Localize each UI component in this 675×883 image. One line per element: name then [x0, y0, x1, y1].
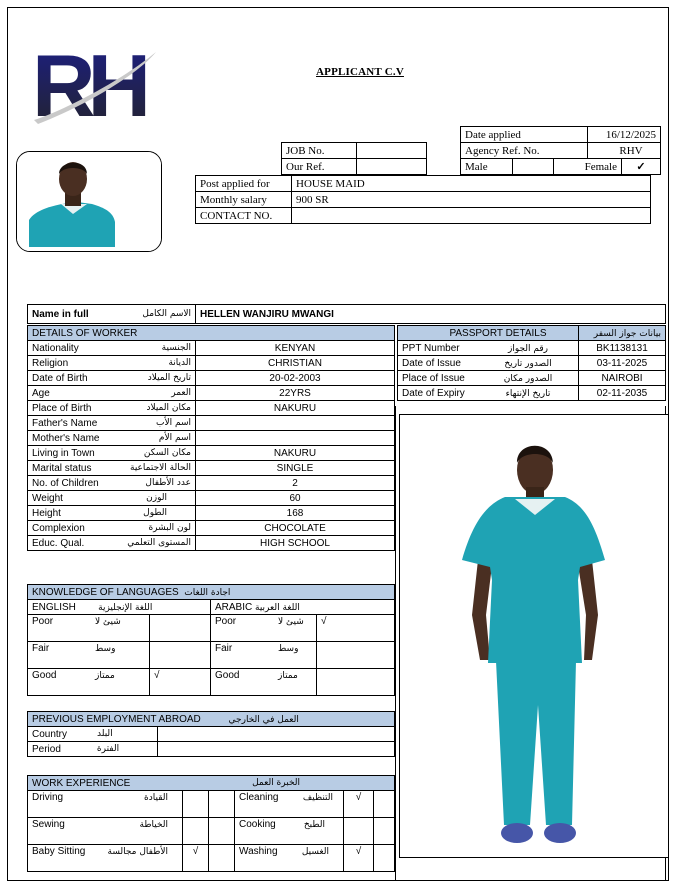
expiry-date-label: Date of Expiry	[398, 386, 479, 401]
cleaning-label: Cleaning	[239, 792, 279, 803]
our-ref-label: Our Ref.	[282, 159, 357, 175]
portrait-image-icon	[17, 152, 162, 252]
agency-ref-value: RHV	[587, 143, 660, 159]
languages-heading-ar: اجادة اللغات	[184, 587, 231, 598]
ppt-number-value: BK1138131	[579, 341, 666, 356]
education-value: HIGH SCHOOL	[196, 536, 395, 551]
complexion-label-ar: لون البشرة	[148, 523, 191, 533]
living-town-label-ar: مكان السكن	[143, 448, 191, 458]
arabic-poor-label-ar: شيئ لا	[278, 617, 304, 627]
ppt-number-label-ar: رقم الجواز	[507, 343, 549, 354]
children-label: No. of Children	[32, 477, 99, 489]
nationality-label: Nationality	[32, 342, 79, 354]
work-experience-row	[28, 845, 395, 872]
work-experience-heading: WORK EXPERIENCE	[32, 777, 131, 789]
height-value: 168	[196, 506, 395, 521]
worker-row	[28, 431, 395, 446]
job-no-label: JOB No.	[282, 143, 357, 159]
worker-row	[28, 446, 395, 461]
arabic-good-label-ar: ممتاز	[278, 671, 298, 681]
driving-label: Driving	[32, 792, 64, 803]
cleaning-checkbox[interactable]: √	[344, 791, 374, 818]
baby-sitting-checkbox[interactable]: √	[183, 845, 209, 872]
ppt-number-label: PPT Number	[398, 341, 479, 356]
driving-checkbox[interactable]	[183, 791, 209, 818]
name-table	[27, 304, 666, 324]
nationality-value: KENYAN	[196, 341, 395, 356]
work-experience-row	[28, 818, 395, 845]
sewing-label-ar: الخياطة	[139, 819, 168, 830]
language-level-row	[28, 615, 395, 642]
sewing-label: Sewing	[32, 819, 65, 830]
children-label-ar: عدد الأطفال	[145, 478, 191, 488]
living-town-label: Living in Town	[32, 447, 95, 459]
full-body-image-icon	[400, 415, 668, 857]
mothers-name-value	[196, 431, 395, 446]
issue-date-label: Date of Issue	[398, 356, 479, 371]
worker-details-heading: DETAILS OF WORKER	[28, 326, 395, 341]
place-of-birth-label: Place of Birth	[32, 402, 92, 414]
worker-row	[28, 461, 395, 476]
company-logo	[30, 42, 160, 124]
work-experience-heading-ar: الخبرة العمل	[252, 778, 300, 788]
monthly-salary-label: Monthly salary	[196, 192, 292, 208]
issue-place-label: Place of Issue	[398, 371, 479, 386]
arabic-label-ar: اللغة العربية	[255, 602, 300, 613]
marital-status-label-ar: الحالة الاجتماعية	[130, 463, 191, 473]
complexion-label: Complexion	[32, 522, 85, 534]
bottom-rule	[7, 880, 669, 881]
period-label: Period	[32, 743, 61, 755]
baby-sitting-label-ar: الأطفال مجالسة	[107, 846, 168, 857]
arabic-fair-checkbox[interactable]	[317, 642, 395, 669]
full-name-value: HELLEN WANJIRU MWANGI	[196, 305, 666, 324]
dob-value: 20-02-2003	[196, 371, 395, 386]
marital-status-value: SINGLE	[196, 461, 395, 476]
english-label: ENGLISH	[32, 601, 76, 613]
age-label: Age	[32, 387, 50, 399]
previous-employment-row	[28, 727, 395, 742]
previous-employment-table	[27, 711, 395, 757]
religion-label-ar: الديانة	[168, 358, 191, 368]
worker-row	[28, 521, 395, 536]
name-label: Name in full	[32, 308, 89, 320]
age-value: 22YRS	[196, 386, 395, 401]
height-label-ar: الطول	[143, 508, 167, 518]
education-label: Educ. Qual.	[32, 537, 85, 549]
arabic-fair-label-ar: وسط	[278, 644, 299, 654]
name-label-ar: الاسم الكامل	[142, 309, 191, 319]
issue-place-label-ar: الصدور مكان	[503, 373, 553, 384]
arabic-good-checkbox[interactable]	[317, 669, 395, 696]
worker-row	[28, 386, 395, 401]
dob-label: Date of Birth	[32, 372, 88, 384]
svg-text:RH: RH	[32, 42, 144, 124]
female-label: Female	[554, 159, 622, 175]
job-no-value	[357, 143, 427, 159]
english-good-label-ar: ممتاز	[95, 671, 115, 681]
work-experience-row	[28, 791, 395, 818]
worker-row	[28, 491, 395, 506]
worker-row	[28, 506, 395, 521]
religion-label: Religion	[32, 357, 69, 369]
issue-place-value: NAIROBI	[579, 371, 666, 386]
cleaning-label-ar: التنظيف	[302, 792, 333, 803]
our-ref-value	[357, 159, 427, 175]
rh-logo-icon	[30, 42, 160, 124]
worker-row	[28, 476, 395, 491]
language-level-row	[28, 669, 395, 696]
language-level-row	[28, 642, 395, 669]
english-fair-checkbox[interactable]	[150, 642, 211, 669]
date-applied-value: 16/12/2025	[587, 127, 660, 143]
worker-row	[28, 341, 395, 356]
expiry-date-label-ar: تاريخ الإنتهاء	[505, 388, 551, 399]
period-value	[158, 742, 395, 757]
sewing-checkbox[interactable]	[183, 818, 209, 845]
nationality-label-ar: الجنسية	[161, 343, 191, 353]
worker-details-table	[27, 325, 395, 551]
mothers-name-label-ar: اسم الأم	[158, 433, 191, 443]
passport-details-table	[397, 325, 666, 401]
cooking-checkbox[interactable]	[344, 818, 374, 845]
place-of-birth-value: NAKURU	[196, 401, 395, 416]
expiry-date-value: 02-11-2035	[579, 386, 666, 401]
weight-label-ar: الوزن	[146, 493, 167, 503]
passport-heading-ar: بيانات جواز السفر	[593, 328, 661, 339]
arabic-label: ARABIC	[215, 601, 253, 613]
weight-value: 60	[196, 491, 395, 506]
english-poor-label-ar: شيئ لا	[95, 617, 121, 627]
children-value: 2	[196, 476, 395, 491]
document-title: APPLICANT C.V	[316, 66, 404, 78]
religion-value: CHRISTIAN	[196, 356, 395, 371]
previous-employment-row	[28, 742, 395, 757]
arabic-poor-checkbox[interactable]: √	[317, 615, 395, 642]
work-experience-table	[27, 775, 395, 872]
applicant-portrait-photo	[16, 151, 162, 252]
passport-row	[398, 356, 666, 371]
education-label-ar: المستوى التعلمي	[127, 538, 191, 548]
baby-sitting-label: Baby Sitting	[32, 846, 86, 857]
worker-row	[28, 416, 395, 431]
male-checkbox[interactable]	[513, 159, 554, 175]
post-applied-value: HOUSE MAID	[292, 176, 651, 192]
applicant-full-body-photo	[399, 414, 669, 858]
marital-status-label: Marital status	[32, 462, 92, 474]
contact-no-label: CONTACT NO.	[196, 208, 292, 224]
languages-table	[27, 584, 395, 696]
cooking-label-ar: الطبخ	[303, 819, 325, 830]
application-meta-table	[460, 126, 661, 175]
age-label-ar: العمر	[171, 388, 191, 398]
arabic-good-label: Good	[211, 669, 275, 696]
arabic-poor-label: Poor	[211, 615, 275, 642]
weight-label: Weight	[32, 492, 63, 504]
height-label: Height	[32, 507, 61, 519]
worker-row	[28, 371, 395, 386]
contact-no-value	[292, 208, 651, 224]
place-of-birth-label-ar: مكان الميلاد	[146, 403, 191, 413]
post-applied-label: Post applied for	[196, 176, 292, 192]
mothers-name-label: Mother's Name	[32, 432, 100, 444]
worker-row	[28, 356, 395, 371]
issue-date-label-ar: الصدور تاريخ	[504, 358, 552, 369]
english-good-checkbox[interactable]: √	[150, 669, 211, 696]
complexion-value: CHOCOLATE	[196, 521, 395, 536]
passport-row	[398, 386, 666, 401]
living-town-value: NAKURU	[196, 446, 395, 461]
washing-label: Washing	[239, 846, 278, 857]
male-label: Male	[461, 159, 513, 175]
country-value	[158, 727, 395, 742]
washing-checkbox[interactable]: √	[344, 845, 374, 872]
previous-employment-heading-ar: العمل في الخارجي	[228, 714, 299, 725]
passport-row	[398, 371, 666, 386]
post-salary-contact-table	[195, 175, 651, 224]
fathers-name-value	[196, 416, 395, 431]
period-label-ar: الفترة	[96, 744, 120, 754]
arabic-fair-label: Fair	[211, 642, 275, 669]
previous-employment-heading: PREVIOUS EMPLOYMENT ABROAD	[32, 713, 201, 725]
date-applied-label: Date applied	[461, 127, 588, 143]
monthly-salary-value: 900 SR	[292, 192, 651, 208]
passport-heading: PASSPORT DETAILS	[398, 326, 579, 341]
fathers-name-label: Father's Name	[32, 417, 98, 429]
english-fair-label-ar: وسط	[95, 644, 116, 654]
dob-label-ar: تاريخ الميلاد	[147, 373, 191, 383]
agency-ref-label: Agency Ref. No.	[461, 143, 588, 159]
passport-row	[398, 341, 666, 356]
english-poor-label: Poor	[28, 615, 92, 642]
driving-label-ar: القيادة	[144, 792, 168, 803]
languages-heading: KNOWLEDGE OF LANGUAGES	[32, 586, 179, 598]
female-checkbox[interactable]: ✓	[622, 159, 661, 175]
issue-date-value: 03-11-2025	[579, 356, 666, 371]
worker-row	[28, 536, 395, 551]
job-ref-table	[281, 142, 427, 175]
english-fair-label: Fair	[28, 642, 92, 669]
fathers-name-label-ar: اسم الأب	[156, 418, 191, 428]
country-label-ar: البلد	[97, 729, 113, 739]
country-label: Country	[32, 728, 68, 740]
worker-row	[28, 401, 395, 416]
english-label-ar: اللغة الإنجليزية	[98, 602, 153, 613]
cooking-label: Cooking	[239, 819, 276, 830]
washing-label-ar: الغسيل	[301, 846, 329, 857]
english-good-label: Good	[28, 669, 92, 696]
english-poor-checkbox[interactable]	[150, 615, 211, 642]
